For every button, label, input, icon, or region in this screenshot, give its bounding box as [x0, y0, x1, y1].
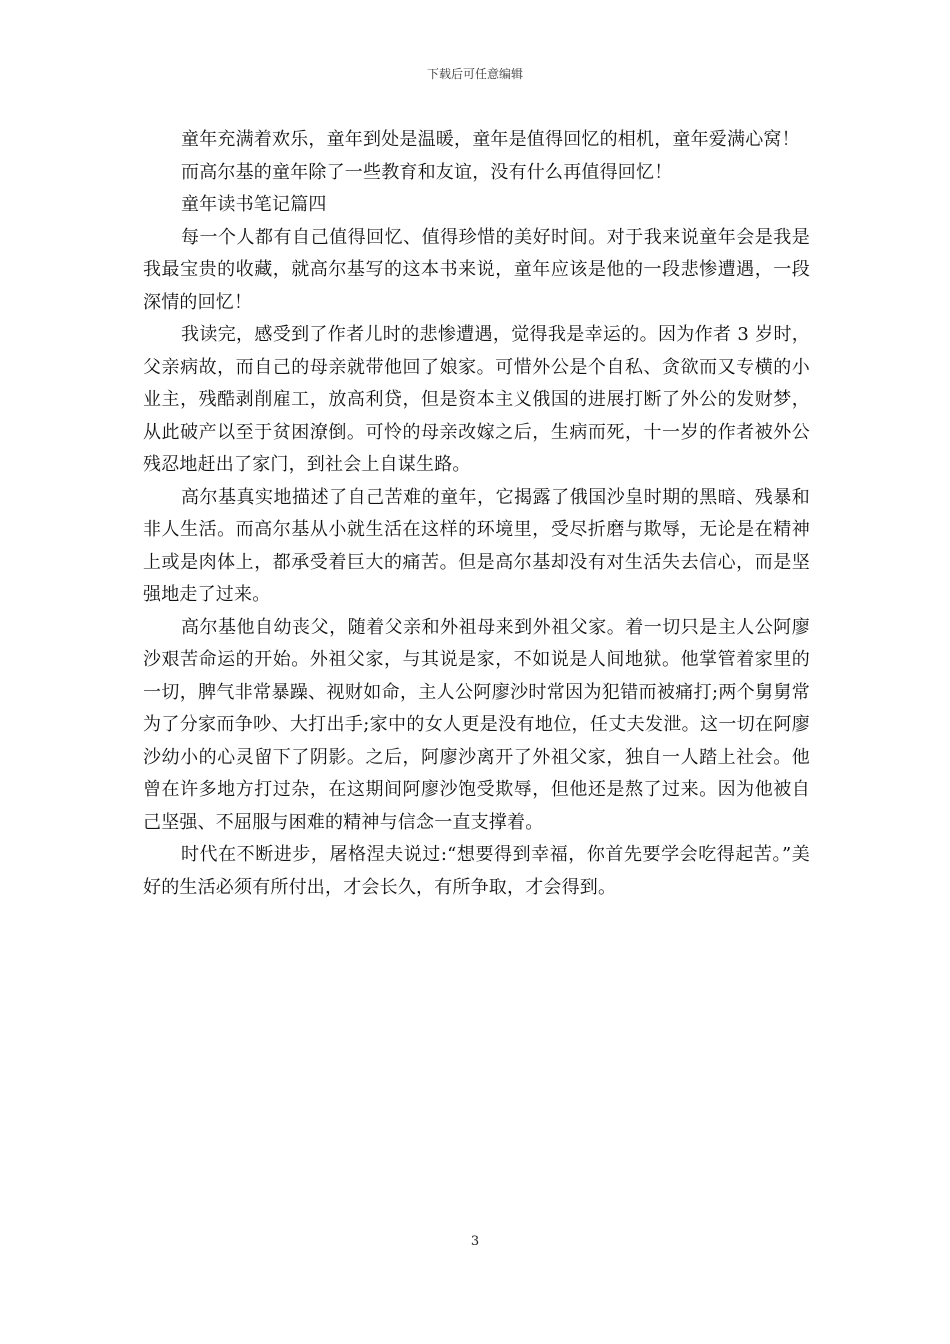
page-header-note: 下载后可任意编辑: [426, 67, 523, 81]
paragraph-7: 时代在不断进步，屠格涅夫说过:“想要得到幸福，你首先要学会吃得起苦。”美好的生活必须有所付出，才会长久，有所争取，才会得到。: [143, 844, 810, 898]
paragraph-5: 高尔基真实地描述了自己苦难的童年，它揭露了俄国沙皇时期的黑暗、残暴和非人生活。而高尔基从小就生活在这样的环境里，受尽折磨与欺辱，无论是在精神上或是肉体上，都承受着巨大的痛苦。但是高尔基却没有对生活失去信心，而是坚强地走了过来。: [143, 486, 810, 605]
paragraph-6: 高尔基他自幼丧父，随着父亲和外祖母来到外祖父家。着一切只是主人公阿廖沙艰苦命运的开始。外祖父家，与其说是家，不如说是人间地狱。他掌管着家里的一切，脾气非常暴躁、视财如命，主人公阿廖沙时常因为犯错而被痛打;两个舅舅常为了分家而争吵、大打出手;家中的女人更是没有地位，任丈夫发泄。这一切在阿廖沙幼小的心灵留下了阴影。之后，阿廖沙离开了外祖父家，独自一人踏上社会。他曾在许多地方打过杂，在这期间阿廖沙饱受欺辱，但他还是熬了过来。因为他被自己坚强、不屈服与困难的精神与信念一直支撑着。: [143, 616, 810, 833]
paragraph-3: 每一个人都有自己值得回忆、值得珍惜的美好时间。对于我来说童年会是我是我最宝贵的收藏，就高尔基写的这本书来说，童年应该是他的一段悲惨遭遇，一段深情的回忆！: [143, 226, 810, 313]
page-number: 3: [470, 1234, 480, 1249]
paragraph-4: 我读完，感受到了作者儿时的悲惨遭遇，觉得我是幸运的。因为作者 3 岁时，父亲病故，而自己的母亲就带他回了娘家。可惜外公是个自私、贪欲而又专横的小业主，残酷剥削雇工，放高利贷，但是资本主义俄国的进展打断了外公的发财梦，从此破产以至于贫困潦倒。可怜的母亲改嫁之后，生病而死，十一岁的作者被外公残忍地赶出了家门，到社会上自谋生路。: [143, 324, 810, 475]
paragraph-2: 而高尔基的童年除了一些教育和友谊，没有什么再值得回忆！: [181, 161, 673, 183]
document-body: [143, 124, 810, 904]
paragraph-1: 童年充满着欢乐，童年到处是温暖，童年是值得回忆的相机，童年爱满心窝！: [181, 129, 800, 150]
section-heading: 童年读书笔记篇四: [181, 194, 327, 215]
